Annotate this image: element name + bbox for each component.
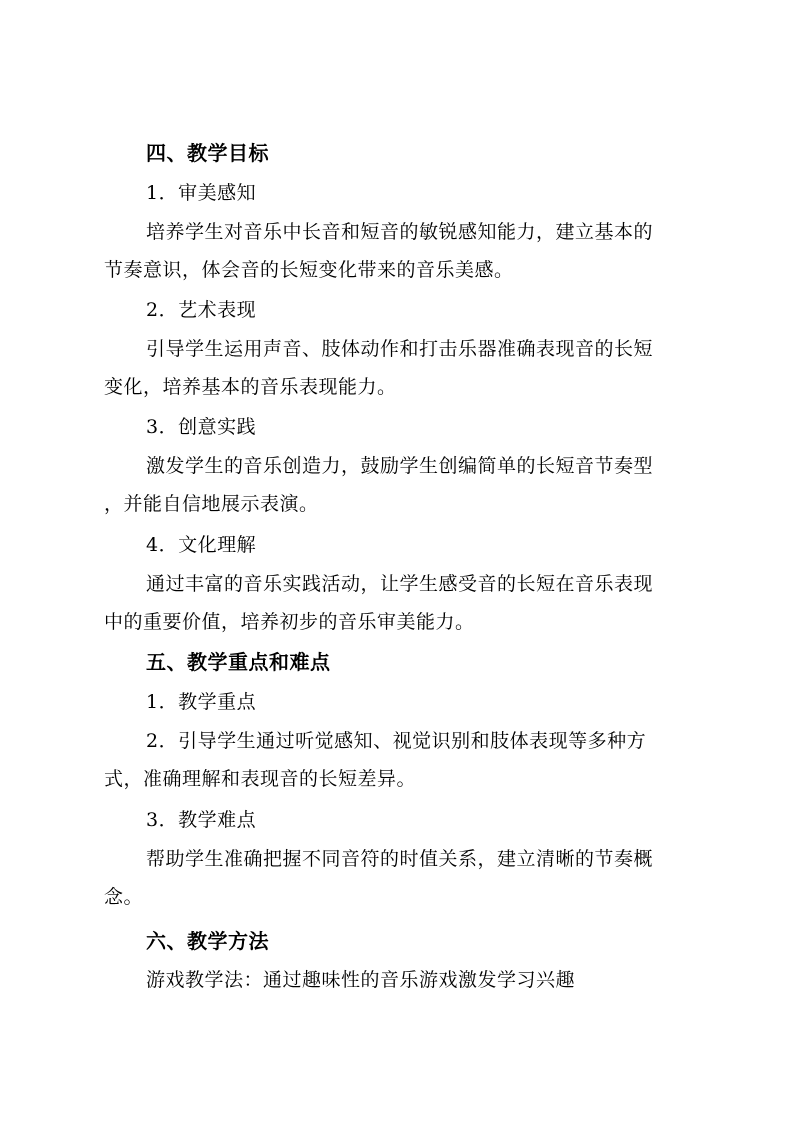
paragraph-line: 中的重要价值，培养初步的音乐审美能力。	[104, 611, 475, 633]
paragraph-line: ，并能自信地展示表演。	[104, 493, 319, 515]
paragraph-line: 2．引导学生通过听觉感知、视觉识别和肢体表现等多种方	[146, 730, 647, 752]
paragraph-line: 节奏意识，体会音的长短变化带来的音乐美感。	[104, 259, 514, 281]
paragraph-line: 念。	[104, 886, 144, 908]
item-title-teaching-difficulty: 3．教学难点	[146, 809, 257, 831]
paragraph-line: 游戏教学法：通过趣味性的音乐游戏激发学习兴趣	[146, 969, 576, 991]
section-heading-objectives: 四、教学目标	[146, 141, 269, 165]
item-title-teaching-focus: 1．教学重点	[146, 691, 257, 713]
section-heading-methods: 六、教学方法	[146, 929, 269, 953]
paragraph-line: 帮助学生准确把握不同音符的时值关系，建立清晰的节奏概	[146, 848, 654, 870]
item-title-creative-practice: 3．创意实践	[146, 416, 257, 438]
item-title-cultural-understanding: 4．文化理解	[146, 534, 257, 556]
paragraph-line: 培养学生对音乐中长音和短音的敏锐感知能力，建立基本的	[146, 221, 654, 243]
paragraph-line: 式，准确理解和表现音的长短差异。	[104, 768, 417, 790]
section-heading-key-points: 五、教学重点和难点	[146, 650, 331, 674]
paragraph-line: 引导学生运用声音、肢体动作和打击乐器准确表现音的长短	[146, 338, 654, 360]
paragraph-line: 通过丰富的音乐实践活动，让学生感受音的长短在音乐表现	[146, 573, 654, 595]
paragraph-line: 激发学生的音乐创造力，鼓励学生创编简单的长短音节奏型	[146, 455, 654, 477]
item-title-artistic-expression: 2．艺术表现	[146, 299, 257, 321]
item-title-aesthetic-perception: 1．审美感知	[146, 182, 257, 204]
paragraph-line: 变化，培养基本的音乐表现能力。	[104, 376, 397, 398]
